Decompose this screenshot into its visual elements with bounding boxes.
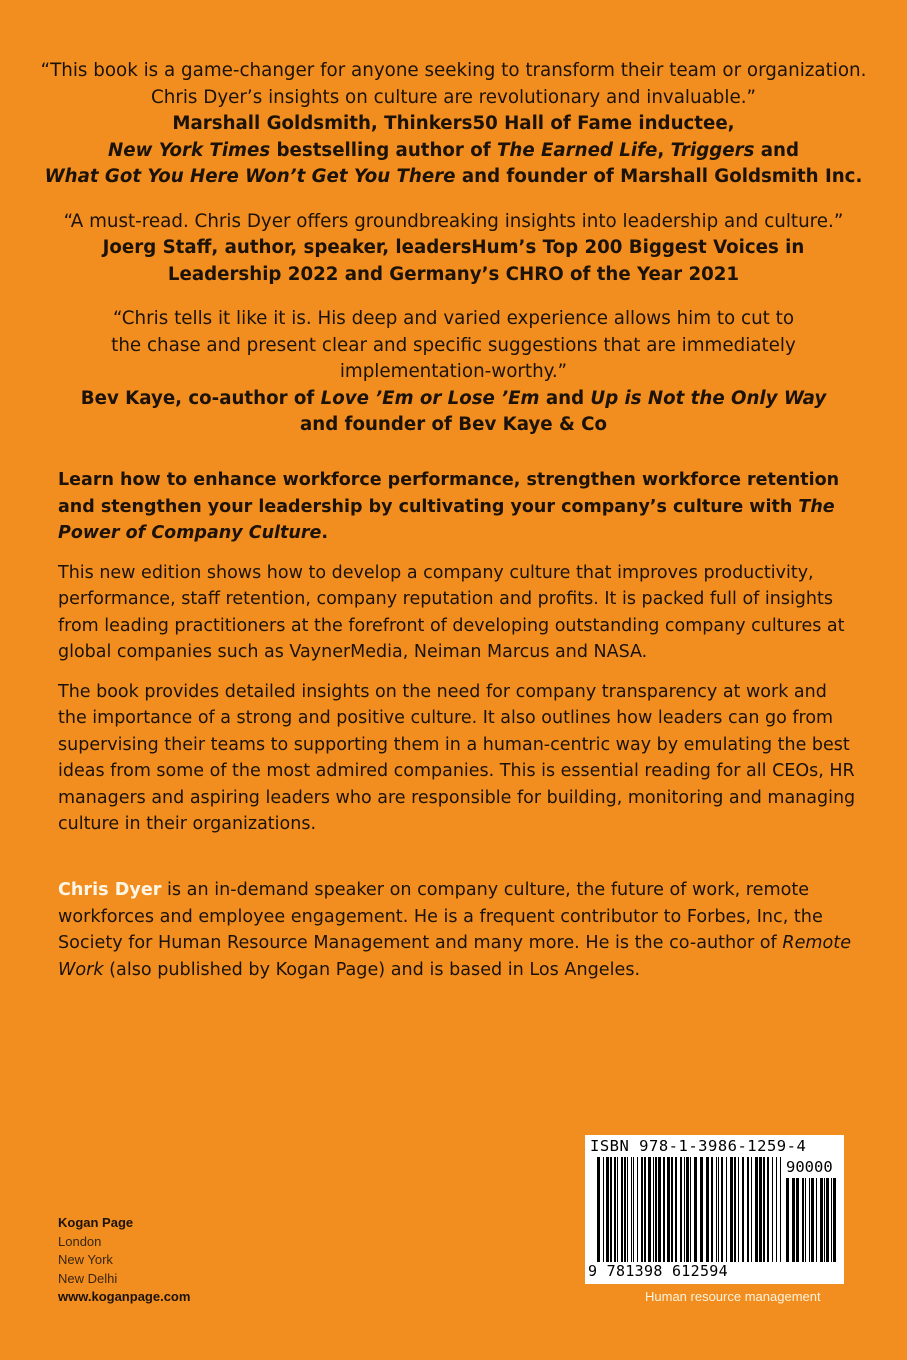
barcode-bar [633,1157,634,1262]
author-bio [58,877,868,983]
attribution-text: bestselling author of [270,139,497,161]
barcode-bar [716,1157,717,1262]
attribution-text: , [657,139,671,161]
attribution-line [40,164,867,191]
barcode-bar [786,1178,789,1262]
barcode-bar [826,1178,829,1262]
attribution-line [40,111,867,138]
attribution-text: Leadership 2022 and Germany’s CHRO of the Year 2021 [167,263,740,285]
endorsement [40,58,867,191]
barcode-bar [671,1157,673,1262]
book-description [58,467,858,851]
barcode-bar [755,1157,758,1262]
barcode-bar [653,1157,654,1262]
barcode-bar [759,1157,762,1262]
price-addon: 90000 [786,1158,833,1176]
barcode-bar [734,1157,736,1262]
attribution-text: and founder of Bev Kaye & Co [299,414,608,435]
barcode-bar [621,1157,623,1262]
bio-text: is an in-demand speaker on company culture, the future of work, remote workforces and employee engagement. He is a frequent contributor to Forbes, Inc, the Society for Human Resource Management and many more. He is the co-author of [58,880,823,953]
description-paragraph: The book provides detailed insights on the need for company transparency at work and the importance of a strong and positive culture. It also outlines how leaders can go from supervising their teams to supporting them in a human-centric way by emulating the best ideas from some of the most admired companies. This is essential reading for all CEOs, HR managers and aspiring leaders who are responsible for building, monitoring and managing culture in their organizations. [58,681,856,834]
barcode-bar [747,1157,749,1262]
barcode-bar [637,1157,638,1262]
barcode-bar [617,1157,618,1262]
bio-book-title: Remote Work [58,933,852,980]
barcode-bar [684,1157,685,1262]
italic-title: New York Times [108,139,271,161]
bio-text-end: (also published by Kogan Page) and is based in Los Angeles. [103,959,641,980]
attribution-text: and [539,387,591,409]
attribution-text: Bev Kaye, co-author of [80,387,321,409]
barcode-bar [658,1157,661,1262]
italic-title: Love ’Em or Lose ’Em [320,387,540,409]
barcode-bar [763,1157,765,1262]
barcode-bar [738,1157,739,1262]
italic-title: Up is Not the Only Way [590,387,827,409]
barcode-bar [776,1157,777,1262]
isbn-label: ISBN 978-1-3986-1259-4 [590,1137,807,1155]
barcode-bar [694,1157,697,1262]
quote-attribution [40,111,867,191]
barcode-bar [700,1157,703,1262]
quote-attribution [40,386,867,439]
barcode-bar [686,1157,689,1262]
barcode-bars [597,1157,783,1265]
lead-paragraph [58,467,858,547]
attribution-text: and founder of Marshall Goldsmith Inc. [455,166,863,187]
italic-title: The Earned Life [496,139,658,161]
barcode-bar [730,1157,733,1262]
isbn-barcode [585,1135,844,1284]
barcode-bar [603,1157,604,1262]
barcode-bar [820,1178,823,1262]
publisher-website: www.koganpage.com [58,1289,191,1304]
barcode-bar [627,1157,628,1262]
barcode-bar [641,1157,643,1262]
barcode-bar [805,1178,806,1262]
barcode-bar [644,1157,646,1262]
attribution-line [40,138,867,165]
attribution-line [40,262,867,289]
lead-text: Learn how to enhance workforce performance, strengthen workforce retention and stengthen your leadership by cultivating your company’s culture with [58,470,840,517]
barcode-bar [655,1157,657,1262]
barcode-bar [796,1178,799,1262]
barcode-bar [667,1157,670,1262]
barcode-bar [690,1157,691,1262]
barcode-bar [751,1157,752,1262]
barcode-bar [721,1157,723,1262]
barcode-bar [780,1157,781,1262]
barcode-bar [624,1157,626,1262]
barcode-bar [824,1178,825,1262]
barcode-bar [767,1157,769,1262]
quote-text: “This book is a game-changer for anyone seeking to transform their team or organization. Chris Dyer’s insights on culture are revolutionary and invaluable.” [40,60,867,108]
barcode-bar [597,1157,600,1262]
barcode-bar [711,1157,713,1262]
barcode-bar [663,1157,665,1262]
lead-end: . [321,523,329,543]
barcode-bar [742,1157,744,1262]
barcode-bar [726,1157,727,1262]
book-title: The Power of Company Culture [58,496,835,543]
barcode-bar [706,1157,709,1262]
italic-title: What Got You Here Won’t Get You There [44,166,456,187]
barcode-bar [648,1157,651,1262]
description-paragraph: This new edition shows how to develop a company culture that improves productivity, performance, staff retention, company reputation and profits. It is packed full of insights from leading practitioners at the forefront of developing outstanding company cultures at global companies such as VaynerMedia, Neiman Marcus and NASA. [58,562,845,662]
barcode-bar [718,1157,719,1262]
barcode-bar [675,1157,677,1262]
barcode-bar [614,1157,616,1262]
attribution-text: Marshall Goldsmith, Thinkers50 Hall of Fame inductee, [172,113,735,134]
barcode-bar [816,1178,817,1262]
endorsements [40,58,867,457]
barcode-bar [772,1157,773,1262]
attribution-text: Joerg Staff, author, speaker, leadersHum’s Top 200 Biggest Voices in [102,237,805,258]
barcode-bar [833,1178,836,1262]
barcode-bar [811,1178,814,1262]
publisher-name: Kogan Page [58,1215,134,1230]
publisher-city: New York [58,1252,113,1267]
quote-attribution [40,235,867,288]
barcode-bar [792,1178,795,1262]
barcode-bar [610,1157,612,1262]
publisher-city: London [58,1233,102,1249]
italic-title: Triggers [670,139,755,161]
barcode-bar [606,1157,609,1262]
publisher-city: New Delhi [58,1270,118,1286]
quote-text: “Chris tells it like it is. His deep and varied experience allows him to cut to the chase and present clear and specific suggestions that are immediately implementation-worthy.” [111,308,796,382]
endorsement [40,209,867,289]
addon-bars [786,1178,840,1262]
attribution-line [40,412,867,439]
publisher-imprint [58,1214,190,1307]
barcode-bar [802,1178,804,1262]
attribution-text: and [754,139,799,161]
barcode-bar [631,1157,632,1262]
attribution-line [40,235,867,262]
quote-text: “A must-read. Chris Dyer offers groundbreaking insights into leadership and culture.” [63,210,844,232]
barcode-bar [809,1178,810,1262]
barcode-bar [831,1178,832,1262]
subject-category: Human resource management [645,1289,821,1304]
barcode-bar [680,1157,682,1262]
barcode-digits: 9 781398 612594 [588,1262,728,1280]
attribution-line [40,386,867,413]
author-name: Chris Dyer [58,880,162,900]
endorsement [40,306,867,439]
